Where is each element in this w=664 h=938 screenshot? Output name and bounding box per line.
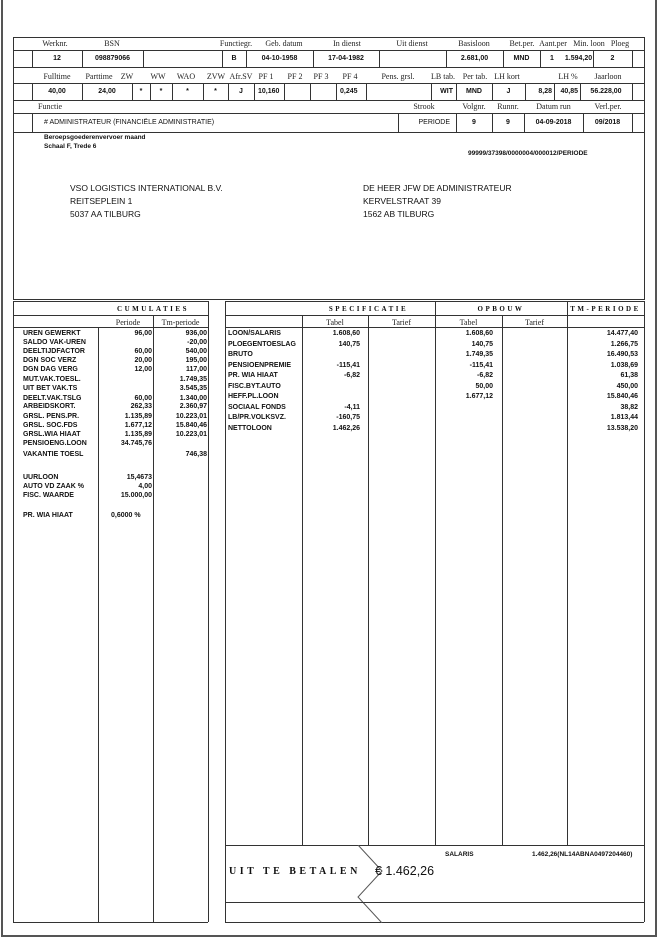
tm-periode-row-value: 15.840,46 bbox=[606, 393, 638, 400]
label-per-tab: Per tab. bbox=[462, 72, 488, 81]
value-wao: * bbox=[186, 88, 189, 95]
spec-row-tabel: -160,75 bbox=[336, 414, 360, 421]
cumulaties-col-periode: Periode bbox=[115, 318, 141, 327]
label-uit-dienst: Uit dienst bbox=[396, 39, 428, 48]
opbouw-col-tarief: Tarief bbox=[525, 318, 544, 327]
value-basisloon: 2.681,00 bbox=[460, 55, 489, 62]
wia-hiaat-label: PR. WIA HIAAT bbox=[23, 512, 73, 519]
cumulaties-row-periode: 96,00 bbox=[134, 330, 152, 337]
cumulaties-row-periode: 34.745,76 bbox=[120, 440, 152, 447]
opbouw-row-tabel: 1.677,12 bbox=[465, 393, 493, 400]
label-strook: Strook bbox=[413, 102, 435, 111]
label-werknr: Werknr. bbox=[42, 39, 68, 48]
employee-street: KERVELSTRAAT 39 bbox=[363, 196, 441, 206]
label-wao: WAO bbox=[176, 72, 196, 81]
label-lh-pct: LH % bbox=[558, 72, 578, 81]
cumulaties-row-tm: 540,00 bbox=[185, 348, 207, 355]
cumulaties-row-tm: 1.749,35 bbox=[179, 376, 207, 383]
value-afr-sv: J bbox=[239, 88, 243, 95]
spec-row-label: LOON/SALARIS bbox=[228, 330, 281, 337]
cumulaties-extra-value: 15,4673 bbox=[126, 474, 152, 481]
label-datum-run: Datum run bbox=[536, 102, 571, 111]
spec-row-tabel: -115,41 bbox=[336, 361, 360, 369]
opbouw-title: OPBOUW bbox=[477, 305, 525, 313]
cumulaties-row-label: DEELTIJDFACTOR bbox=[23, 348, 85, 355]
label-basisloon: Basisloon bbox=[458, 39, 490, 48]
label-jaarloon: Jaarloon bbox=[594, 72, 622, 81]
value-verl-per: 09/2018 bbox=[594, 119, 621, 126]
value-lh-kort-amount: 8,28 bbox=[538, 88, 552, 95]
label-zw: ZW bbox=[120, 72, 134, 81]
cumulaties-extra-label: AUTO VD ZAAK % bbox=[23, 483, 84, 490]
label-pens-grsl: Pens. grsl. bbox=[381, 72, 415, 81]
label-parttime: Parttime bbox=[85, 72, 113, 81]
tm-periode-title: TM-PERIODE bbox=[570, 305, 641, 313]
value-parttime: 24,00 bbox=[98, 88, 116, 95]
payment-type: SALARIS bbox=[445, 851, 474, 858]
value-per-tab: MND bbox=[466, 88, 482, 95]
cumulaties-row-label: UREN GEWERKT bbox=[23, 330, 81, 337]
spec-row-label: SOCIAAL FONDS bbox=[228, 403, 286, 411]
opbouw-row-tabel: -6,82 bbox=[477, 372, 493, 379]
label-pf3: PF 3 bbox=[313, 72, 329, 81]
value-aant-per: 1 bbox=[550, 55, 554, 62]
value-ploeg: 2 bbox=[610, 55, 615, 62]
employee-address bbox=[363, 182, 512, 221]
label-verl-per: Verl.per. bbox=[594, 102, 622, 111]
spec-row-label: LB/PR.VOLKSVZ. bbox=[228, 414, 286, 421]
cumulaties-extra-label: FISC. WAARDE bbox=[23, 492, 74, 499]
value-lh-kort: J bbox=[506, 88, 511, 95]
cumulaties-extra-label: UURLOON bbox=[23, 474, 59, 481]
employee-city: 1562 AB TILBURG bbox=[363, 209, 435, 219]
payment-amount: € 1.462,26 bbox=[375, 864, 435, 878]
opbouw-row-tabel: 1.749,35 bbox=[465, 351, 493, 358]
value-runnr: 9 bbox=[506, 119, 510, 126]
label-functie: Functie bbox=[38, 102, 62, 111]
uit-te-betalen-label: UIT TE BETALEN bbox=[229, 866, 361, 877]
cumulaties-row-tm: 1.340,00 bbox=[179, 395, 207, 402]
cumulaties-row-label: GRSL. SOC.FDS bbox=[23, 422, 78, 429]
value-fulltime: 40,00 bbox=[48, 88, 66, 95]
tm-periode-row-value: 14.477,40 bbox=[606, 330, 638, 337]
cumulaties-row-label: SALDO VAK-UREN bbox=[23, 339, 86, 346]
employer-address bbox=[70, 182, 223, 221]
spec-row-label: BRUTO bbox=[228, 351, 253, 358]
value-volgnr: 9 bbox=[472, 119, 476, 126]
spec-row-tabel: 1.608,60 bbox=[332, 330, 360, 337]
label-geb-datum: Geb. datum bbox=[265, 39, 303, 48]
spec-row-label: PLOEGENTOESLAG bbox=[228, 340, 296, 348]
cumulaties-row-tm: -20,00 bbox=[187, 339, 207, 346]
cumulaties-row-tm: 10.223,01 bbox=[175, 413, 207, 420]
tm-periode-row-value: 38,82 bbox=[620, 403, 638, 411]
cumulaties-row-periode: 262,33 bbox=[130, 403, 152, 410]
cumulaties-row-tm: 746,38 bbox=[185, 451, 207, 458]
value-ww: * bbox=[159, 88, 163, 95]
reference-code: 99999/37398/0000004/000012/PERIODE bbox=[468, 150, 588, 157]
spec-col-tabel: Tabel bbox=[326, 318, 344, 327]
value-geb-datum: 04-10-1958 bbox=[261, 55, 298, 62]
value-lh-pct: 40,85 bbox=[560, 88, 578, 95]
spec-row-tabel: -4,11 bbox=[344, 403, 360, 411]
cumulaties-row-label: GRSL. PENS.PR. bbox=[23, 413, 80, 420]
tm-periode-row-value: 13.538,20 bbox=[606, 424, 638, 432]
label-bsn: BSN bbox=[104, 39, 120, 48]
cumulaties-row-periode: 12,00 bbox=[134, 366, 152, 373]
tm-periode-row-value: 450,00 bbox=[616, 382, 638, 390]
label-pf1: PF 1 bbox=[258, 72, 274, 81]
cumulaties-row-tm: 15.840,46 bbox=[175, 422, 207, 429]
tm-periode-row-value: 61,38 bbox=[620, 372, 638, 379]
value-jaarloon: 56.228,00 bbox=[590, 88, 622, 95]
opbouw-row-tabel: 1.608,60 bbox=[465, 330, 493, 337]
tm-periode-row-value: 1.038,69 bbox=[610, 361, 638, 369]
label-volgnr: Volgnr. bbox=[462, 102, 486, 111]
value-bsn: 098879066 bbox=[94, 55, 131, 62]
payment-detail: 1.462,26(NL14ABNA0497204460) bbox=[532, 851, 633, 858]
note-line-1: Beroepsgoederenvervoer maand bbox=[44, 134, 146, 141]
note-line-2: Schaal F, Trede 6 bbox=[44, 143, 97, 150]
cumulaties-row-label: UIT BET VAK.TS bbox=[23, 385, 78, 392]
cumulaties-row-tm: 2.360,97 bbox=[179, 403, 207, 410]
cumulaties-col-tm: Tm-periode bbox=[161, 318, 200, 327]
label-lb-tab: LB tab. bbox=[431, 72, 455, 81]
cumulaties-extra-value: 15.000,00 bbox=[120, 492, 152, 499]
spec-row-label: PR. WIA HIAAT bbox=[228, 372, 278, 379]
value-zw: * bbox=[139, 88, 143, 95]
cumulaties-extra-value: 4,00 bbox=[138, 483, 152, 490]
spec-row-label: HEFF.PL.LOON bbox=[228, 393, 279, 400]
value-functiegr: B bbox=[231, 55, 237, 62]
cumulaties-row-label: ARBEIDSKORT. bbox=[23, 403, 76, 410]
value-in-dienst: 17-04-1982 bbox=[328, 55, 364, 62]
value-zvw: * bbox=[214, 88, 217, 95]
label-zvw: ZVW bbox=[206, 72, 226, 81]
label-bet-per: Bet.per. bbox=[509, 39, 535, 48]
opbouw-row-tabel: 140,75 bbox=[471, 340, 493, 348]
cumulaties-row-periode: 1.677,12 bbox=[124, 422, 152, 429]
value-functie: # ADMINISTRATEUR (FINANCIËLE ADMINISTRATIE) bbox=[44, 119, 215, 126]
value-strook: PERIODE bbox=[418, 119, 450, 126]
tm-periode-row-value: 16.490,53 bbox=[606, 351, 638, 358]
employer-name: VSO LOGISTICS INTERNATIONAL B.V. bbox=[70, 183, 223, 193]
label-ww: WW bbox=[150, 72, 166, 81]
label-ploeg: Ploeg bbox=[610, 39, 630, 48]
label-pf2: PF 2 bbox=[287, 72, 303, 81]
label-pf4: PF 4 bbox=[342, 72, 358, 81]
tm-periode-row-value: 1.266,75 bbox=[610, 340, 638, 348]
value-pf4: 0,245 bbox=[340, 88, 358, 95]
cumulaties-row-label: DGN SOC VERZ bbox=[23, 357, 77, 364]
label-runnr: Runnr. bbox=[497, 102, 519, 111]
spec-row-label: NETTOLOON bbox=[228, 424, 272, 432]
employee-name: DE HEER JFW DE ADMINISTRATEUR bbox=[363, 183, 512, 193]
value-werknr: 12 bbox=[53, 55, 61, 62]
cumulaties-row-label: GRSL.WIA HIAAT bbox=[23, 431, 81, 438]
label-in-dienst: In dienst bbox=[333, 39, 361, 48]
cumulaties-row-tm: 195,00 bbox=[185, 357, 207, 364]
spec-row-tabel: 1.462,26 bbox=[332, 424, 360, 432]
opbouw-row-tabel: 50,00 bbox=[475, 382, 493, 390]
cumulaties-row-periode: 20,00 bbox=[134, 357, 152, 364]
spec-row-tabel: -6,82 bbox=[344, 372, 360, 379]
wia-hiaat-value: 0,6000 % bbox=[111, 512, 141, 519]
cumulaties-row-periode: 1.135,89 bbox=[124, 431, 152, 438]
label-aant-per: Aant.per bbox=[539, 39, 567, 48]
cumulaties-row-tm: 117,00 bbox=[185, 366, 207, 373]
specificatie-title: SPECIFICATIE bbox=[328, 305, 409, 313]
value-datum-run: 04-09-2018 bbox=[535, 119, 572, 126]
value-pf1: 10,160 bbox=[258, 88, 280, 95]
cumulaties-row-periode: 60,00 bbox=[134, 395, 152, 402]
spec-row-label: PENSIOENPREMIE bbox=[228, 361, 292, 369]
label-lh-kort: LH kort bbox=[494, 72, 520, 81]
label-afr-sv: Afr.SV bbox=[229, 72, 253, 81]
cumulaties-row-periode: 60,00 bbox=[134, 348, 152, 355]
cumulaties-row-label: PENSIOENG.LOON bbox=[23, 440, 87, 447]
value-lb-tab: WIT bbox=[440, 88, 453, 95]
cumulaties-row-tm: 3.545,35 bbox=[179, 385, 207, 392]
value-bet-per: MND bbox=[513, 55, 530, 62]
label-fulltime: Fulltime bbox=[43, 72, 71, 81]
opbouw-row-tabel: -115,41 bbox=[469, 361, 493, 369]
employer-street: REITSEPLEIN 1 bbox=[70, 196, 133, 206]
cumulaties-row-label: VAKANTIE TOESL bbox=[23, 451, 84, 458]
cumulaties-row-label: DEELT.VAK.TSLG bbox=[23, 395, 82, 402]
spec-col-tarief: Tarief bbox=[392, 318, 411, 327]
employer-city: 5037 AA TILBURG bbox=[70, 209, 141, 219]
cumulaties-row-tm: 10.223,01 bbox=[175, 431, 207, 438]
label-min-loon: Min. loon bbox=[573, 39, 605, 48]
cumulaties-row-label: DGN DAG VERG bbox=[23, 366, 78, 373]
cumulaties-row-tm: 936,00 bbox=[185, 330, 207, 337]
cumulaties-title: CUMULATIES bbox=[117, 305, 189, 313]
tm-periode-row-value: 1.813,44 bbox=[610, 414, 638, 421]
opbouw-col-tabel: Tabel bbox=[459, 318, 478, 327]
value-min-loon: 1.594,20 bbox=[564, 55, 593, 62]
cumulaties-row-periode: 1.135,89 bbox=[124, 413, 152, 420]
spec-row-tabel: 140,75 bbox=[338, 340, 360, 348]
cumulaties-row-label: MUT.VAK.TOESL. bbox=[23, 376, 81, 383]
spec-row-label: FISC.BYT.AUTO bbox=[228, 382, 281, 390]
label-functiegr: Functiegr. bbox=[219, 39, 253, 48]
